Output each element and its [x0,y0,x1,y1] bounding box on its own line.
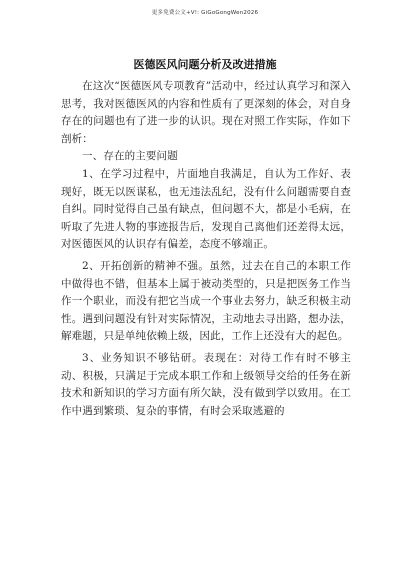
document-title: 医德医风问题分析及改进措施 [133,58,277,71]
issue-paragraph-3: 3、业务知识不够钻研。表现在：对待工作有时不够主动、积极，只满足于完成本职工作和上级领导交给的任务在新技术和新知识的学习方面有所欠缺，没有做到学以致用。在工作中遇到繁琐、复杂的事情，有时会采取逃避的 [61,351,351,417]
header-note: 更多免费公文+V!: GiGoGongWen2026 [151,10,259,16]
issue-paragraph-2: 2、开拓创新的精神不强。虽然，过去在自己的本职工作中做得也不错，但基本上属于被动类型的，只是把医务工作当作一个职业，而没有把它当成一个事业去努力，缺乏积极主动性。遇到问题没有针对实际情况，主动地去寻出路，想办法，解难题，只是单纯依赖上级，因此，工作上还没有大的起色。 [61,259,351,343]
issue-paragraph-1: 1、在学习过程中，片面地自我满足，自认为工作好、表现好，既无以医谋私，也无违法乱纪，没有什么问题需要自查自纠。同时觉得自己虽有缺点，但问题不大，都是小毛病，在听取了先进人物的事迹报告后，发现自己离他们还差得太远，对医德医风的认识存有偏差，态度不够端正。 [61,167,351,251]
intro-paragraph: 在这次“医德医风专项教育”活动中，经过认真学习和深入思考，我对医德医风的内容和性质有了更深刻的体会，对自身存在的问题也有了进一步的认识。现在对照工作实际，作如下剖析： [61,80,351,145]
section-heading: 一、存在的主要问题 [82,150,178,163]
document-body [61,78,351,420]
